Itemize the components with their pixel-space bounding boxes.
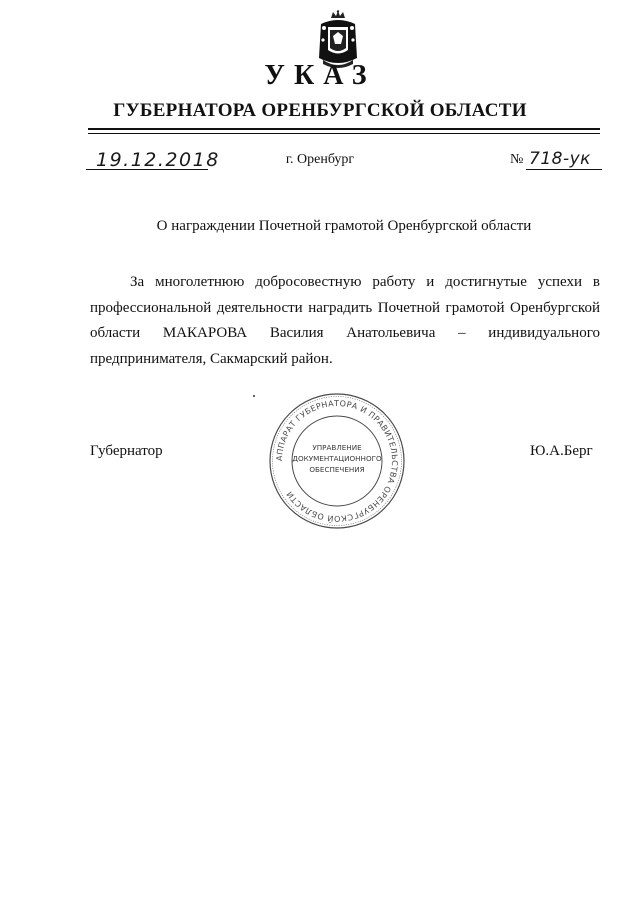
- stamp-center-line: УПРАВЛЕНИЕ: [312, 443, 362, 452]
- header-rule-thick: [88, 128, 600, 130]
- document-date: 19.12.2018: [96, 149, 220, 171]
- body-line: За многолетнюю добросовестную работу и достигнутые успехи в: [130, 274, 600, 290]
- body-line: профессиональной деятельности наградить Почетной грамотой Оренбургской: [90, 299, 600, 316]
- document-city: г. Оренбург: [285, 152, 355, 167]
- official-stamp: [266, 390, 408, 532]
- body-line: предпринимателя, Сакмарский район.: [90, 350, 333, 367]
- document-number: 718-ук: [529, 149, 591, 169]
- signatory-position: Губернатор: [90, 443, 163, 459]
- document-heading: О награждении Почетной грамотой Оренбургской области: [156, 218, 532, 234]
- signatory-name: Ю.А.Берг: [530, 443, 593, 459]
- stamp-center-line: ДОКУМЕНТАЦИОННОГО: [292, 454, 382, 463]
- document-body: [90, 270, 600, 372]
- number-underline: [526, 169, 602, 170]
- document-title: УКАЗ: [264, 60, 376, 91]
- date-underline: [86, 169, 208, 170]
- document-subtitle: ГУБЕРНАТОРА ОРЕНБУРГСКОЙ ОБЛАСТИ: [113, 100, 527, 121]
- stamp-center-line: ОБЕСПЕЧЕНИЯ: [309, 465, 365, 474]
- number-sign: №: [510, 152, 524, 167]
- stamp-ring-text: АППАРАТ ГУБЕРНАТОРА И ПРАВИТЕЛЬСТВА ОРЕНБУРГСКОЙ ОБЛАСТИ: [274, 398, 400, 524]
- body-line: области МАКАРОВА Василия Анатольевича – индивидуального: [90, 325, 600, 341]
- header-rule-thin: [88, 133, 600, 134]
- ink-dot: [253, 395, 255, 397]
